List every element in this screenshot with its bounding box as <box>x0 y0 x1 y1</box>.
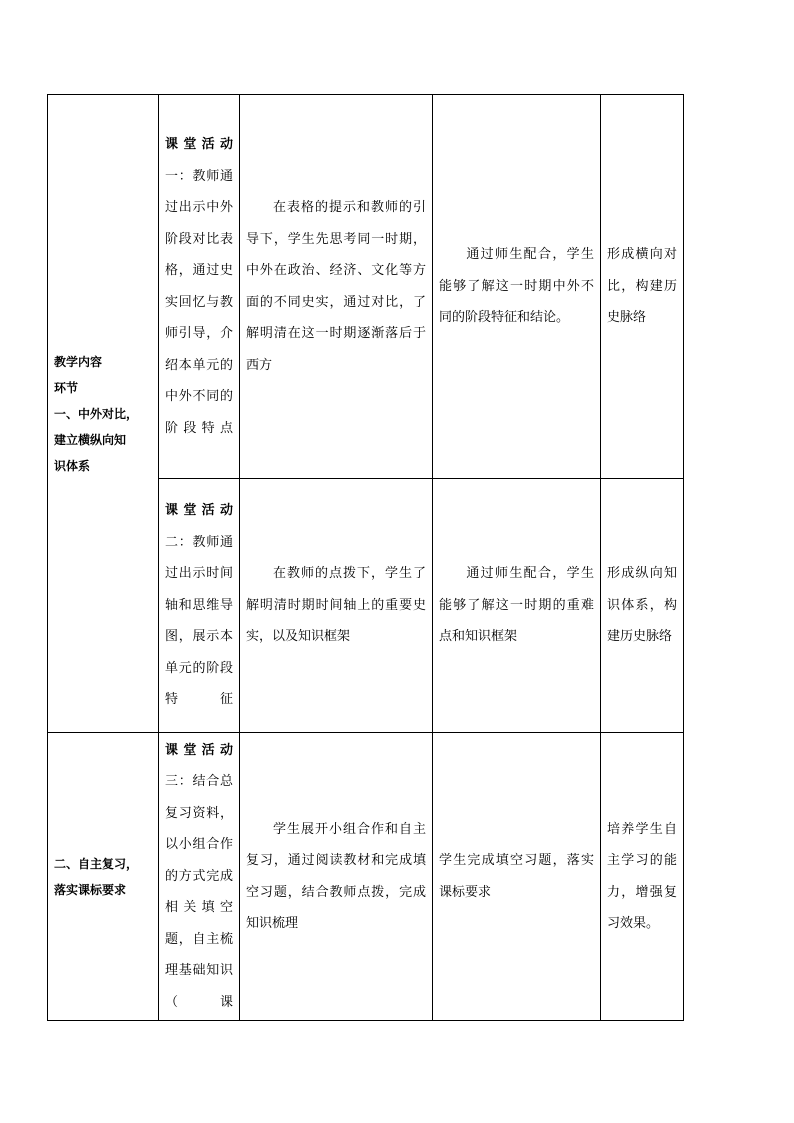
design-intent-text: 学生完成填空习题，落实课标要求 <box>439 853 594 900</box>
activity-cell <box>159 95 240 479</box>
activity-title: 课堂活动 <box>165 742 233 758</box>
activity-body: 二：教师通过出示时间轴和思维导图，展示本单元的阶段特征 <box>165 534 233 708</box>
stage-line: 一、中外对比， <box>54 406 139 421</box>
activity-title: 课堂活动 <box>165 503 233 519</box>
student-activity-cell <box>240 733 433 1021</box>
design-intent-cell <box>433 733 601 1021</box>
lesson-plan-table <box>47 94 684 1021</box>
activity-body: 一：教师通过出示中外阶段对比表格，通过史实回忆与教师引导，介绍本单元的中外不同的阶段特点 <box>165 168 233 436</box>
goal-cell <box>601 95 684 479</box>
goal-text: 形成横向对比，构建历史脉络 <box>607 247 677 326</box>
stage-line: 二、自主复习， <box>54 856 139 871</box>
goal-text: 培养学生自主学习的能力，增强复习效果。 <box>607 821 677 931</box>
stage-cell <box>48 95 159 733</box>
goal-text: 形成纵向知识体系，构建历史脉络 <box>607 566 677 645</box>
activity-cell <box>159 733 240 1021</box>
design-intent-cell <box>433 479 601 733</box>
student-activity-cell <box>240 95 433 479</box>
design-intent-cell <box>433 95 601 479</box>
table-row <box>48 95 684 479</box>
stage-cell <box>48 733 159 1021</box>
design-intent-text: 通过师生配合，学生能够了解这一时期的重难点和知识框架 <box>439 566 594 645</box>
stage-line: 建立横纵向知 <box>54 432 127 447</box>
table-row <box>48 733 684 1021</box>
student-activity-cell <box>240 479 433 733</box>
student-activity-text: 学生展开小组合作和自主复习，通过阅读教材和完成填空习题，结合教师点拨，完成知识梳理 <box>246 821 426 931</box>
activity-title: 课堂活动 <box>165 137 233 152</box>
student-activity-text: 在教师的点拨下，学生了解明清时期时间轴上的重要史实，以及知识框架 <box>246 566 426 645</box>
activity-body: 三：结合总复习资料，以小组合作的方式完成相关填空题，自主梳理基础知识（课 <box>165 774 233 1010</box>
stage-line: 教学内容 <box>54 354 103 369</box>
stage-line: 环节 <box>54 380 79 395</box>
design-intent-text: 通过师生配合，学生能够了解这一时期中外不同的阶段特征和结论。 <box>439 247 594 326</box>
activity-cell <box>159 479 240 733</box>
stage-line: 识体系 <box>54 458 91 473</box>
student-activity-text: 在表格的提示和教师的引导下，学生先思考同一时期，中外在政治、经济、文化等方面的不同史实，通过对比，了解明清在这一时期逐渐落后于西方 <box>246 200 426 373</box>
stage-line: 落实课标要求 <box>54 882 127 897</box>
goal-cell <box>601 733 684 1021</box>
goal-cell <box>601 479 684 733</box>
